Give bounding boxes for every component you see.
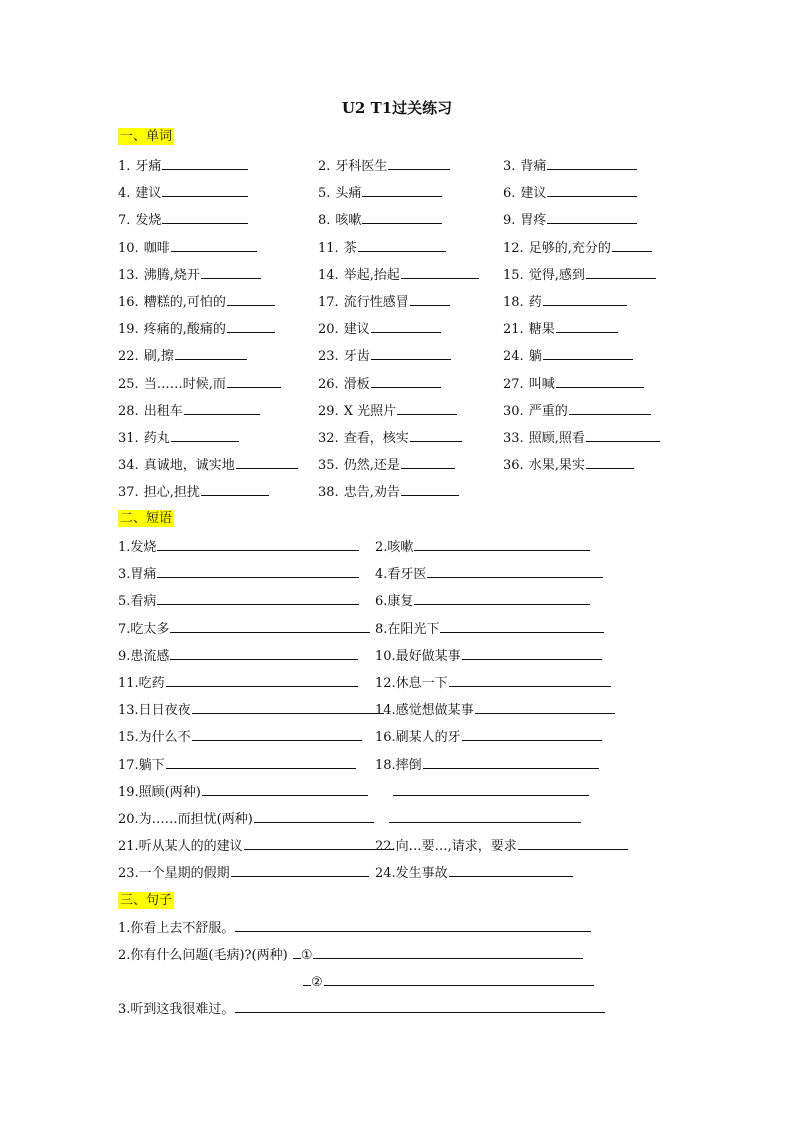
phrase-row	[0, 782, 794, 802]
word-item	[118, 346, 247, 366]
word-prompt: 糖果	[528, 322, 555, 338]
section-words-heading: 一、单词	[120, 129, 173, 144]
word-prompt: 照顾,照看	[528, 431, 585, 446]
sentence-row	[0, 972, 794, 992]
answer-blank[interactable]	[393, 782, 589, 796]
word-row	[0, 319, 794, 339]
word-item	[503, 346, 633, 366]
phrase-prompt: 18.摔倒	[375, 757, 422, 773]
answer-blank[interactable]	[235, 918, 591, 932]
word-row	[0, 428, 794, 448]
phrase-row	[0, 619, 794, 639]
item-number: 20.	[318, 322, 339, 338]
answer-blank[interactable]	[397, 401, 457, 415]
word-row	[0, 346, 794, 366]
phrase-prompt: 13.日日夜夜	[118, 703, 191, 719]
word-prompt: 牙科医生	[335, 159, 388, 174]
phrase-prompt: 15.为什么不	[118, 730, 191, 746]
word-item	[503, 455, 634, 475]
word-item	[118, 238, 257, 258]
phrase-prompt: 20.为……而担忧(两种)	[118, 812, 253, 827]
word-prompt: 牙痛	[135, 159, 162, 174]
item-number: 13.	[118, 267, 139, 283]
word-item	[318, 455, 455, 475]
sentence-row	[0, 999, 794, 1019]
section-phrases-heading: 二、短语	[120, 511, 173, 526]
word-item	[118, 374, 281, 394]
word-row	[0, 183, 794, 203]
word-row	[0, 482, 794, 502]
word-item	[118, 428, 239, 448]
word-item	[318, 292, 450, 312]
answer-blank[interactable]	[236, 455, 298, 469]
answer-blank[interactable]	[231, 863, 369, 877]
phrase-prompt: 23.一个星期的假期	[118, 866, 230, 882]
item-number: 22.	[118, 349, 139, 365]
sentence-prompt: 2.你有什么问题(毛病)?(两种)	[118, 948, 288, 963]
answer-blank[interactable]	[170, 646, 358, 660]
word-item	[318, 428, 462, 448]
word-item	[503, 156, 637, 176]
word-prompt: 滑板	[343, 376, 370, 392]
answer-blank[interactable]	[612, 238, 652, 252]
answer-blank[interactable]	[371, 319, 441, 333]
phrase-row	[0, 809, 794, 829]
item-number: 33.	[503, 431, 524, 446]
word-prompt: 查看，核实	[343, 431, 409, 446]
word-prompt: 药丸	[143, 431, 170, 446]
answer-blank[interactable]	[324, 972, 594, 986]
answer-blank[interactable]	[227, 374, 281, 388]
item-number: 21.	[503, 322, 524, 338]
word-item	[503, 428, 660, 448]
word-prompt: 茶	[343, 240, 357, 256]
phrase-row	[0, 591, 794, 611]
word-item	[318, 210, 442, 230]
answer-blank[interactable]	[556, 374, 644, 388]
phrase-prompt: 12.休息一下	[375, 676, 448, 691]
word-prompt: 觉得,感到	[528, 267, 585, 283]
phrase-prompt: 7.吃太多	[118, 621, 170, 637]
answer-blank[interactable]	[449, 673, 611, 687]
item-number: 4.	[118, 186, 131, 202]
item-number: 8.	[318, 213, 331, 229]
answer-blank[interactable]	[166, 755, 356, 769]
answer-blank[interactable]	[440, 619, 604, 633]
answer-blank[interactable]	[423, 755, 599, 769]
item-number: 36.	[503, 458, 524, 474]
answer-blank[interactable]	[157, 537, 359, 551]
phrase-row	[0, 673, 794, 693]
answer-blank[interactable]	[157, 564, 359, 578]
word-item	[503, 265, 656, 285]
word-prompt: 疼痛的,酸痛的	[143, 322, 226, 338]
phrase-item	[375, 700, 615, 720]
word-item	[503, 183, 637, 203]
phrase-item	[388, 809, 581, 829]
word-prompt: 足够的,充分的	[528, 240, 611, 256]
phrase-prompt: 16.刷某人的牙	[375, 730, 461, 746]
answer-blank[interactable]	[202, 782, 368, 796]
answer-blank[interactable]	[184, 401, 260, 415]
word-item	[318, 482, 459, 502]
answer-blank[interactable]	[388, 156, 450, 170]
word-item	[503, 401, 651, 421]
answer-blank[interactable]	[449, 863, 573, 877]
answer-marker: ①	[300, 948, 313, 963]
phrase-item	[118, 537, 359, 557]
sentence-prompt: 3.听到这我很难过。	[118, 1002, 235, 1017]
word-item	[318, 346, 451, 366]
phrase-item	[375, 673, 611, 693]
item-number: 31.	[118, 431, 139, 446]
word-prompt: 仍然,还是	[343, 458, 400, 474]
phrase-prompt: 8.在阳光下	[375, 621, 440, 637]
item-number: 6.	[503, 186, 516, 202]
answer-blank[interactable]	[371, 374, 441, 388]
word-row	[0, 265, 794, 285]
answer-blank[interactable]	[475, 700, 615, 714]
item-number: 30.	[503, 403, 524, 419]
phrase-prompt: 3.胃痛	[118, 567, 157, 583]
phrase-item	[375, 619, 604, 639]
word-item	[503, 374, 644, 394]
answer-blank[interactable]	[162, 210, 248, 224]
word-item	[318, 374, 441, 394]
item-number: 25.	[118, 376, 139, 392]
phrase-item	[118, 836, 394, 856]
sentence-row	[0, 918, 794, 938]
item-number: 34.	[118, 458, 139, 474]
word-item	[118, 319, 275, 339]
answer-blank[interactable]	[254, 809, 374, 823]
answer-blank[interactable]	[235, 999, 605, 1013]
phrase-item	[375, 863, 573, 883]
phrase-item	[375, 646, 602, 666]
answer-blank[interactable]	[201, 482, 269, 496]
phrase-prompt: 5.看病	[118, 594, 157, 610]
phrase-row	[0, 836, 794, 856]
answer-blank[interactable]	[518, 836, 628, 850]
phrase-item	[375, 755, 599, 775]
word-prompt: 刷,擦	[143, 349, 174, 365]
answer-blank[interactable]	[162, 183, 248, 197]
answer-blank[interactable]	[586, 455, 634, 469]
answer-blank[interactable]	[166, 673, 358, 687]
word-prompt: 牙齿	[343, 349, 370, 365]
phrase-item	[118, 755, 356, 775]
word-prompt: 流行性感冒	[343, 295, 409, 310]
answer-blank[interactable]	[157, 591, 359, 605]
item-number: 26.	[318, 376, 339, 392]
item-number: 14.	[318, 267, 339, 283]
answer-blank[interactable]	[171, 428, 239, 442]
phrase-item	[375, 591, 590, 611]
phrase-prompt: 6.康复	[375, 594, 414, 610]
word-prompt: 举起,抬起	[343, 267, 400, 283]
word-prompt: 叫喊	[528, 376, 555, 392]
word-prompt: 严重的	[528, 403, 568, 419]
phrase-prompt: 22.向…要…,请求，要求	[375, 839, 517, 855]
word-item	[318, 156, 450, 176]
word-prompt: 胃疼	[520, 213, 547, 229]
word-item	[118, 401, 260, 421]
phrase-item	[118, 782, 368, 802]
word-prompt: 当……时候,而	[143, 376, 226, 392]
phrase-item	[375, 537, 590, 557]
item-number: 38.	[318, 485, 339, 501]
word-row	[0, 292, 794, 312]
answer-blank[interactable]	[414, 591, 590, 605]
word-item	[318, 265, 479, 285]
phrase-prompt: 17.躺下	[118, 757, 165, 773]
word-row	[0, 455, 794, 475]
phrase-row	[0, 700, 794, 720]
answer-blank[interactable]	[227, 292, 275, 306]
word-item	[318, 238, 446, 258]
phrase-item	[118, 809, 374, 829]
answer-blank[interactable]	[175, 346, 247, 360]
word-item	[118, 455, 298, 475]
phrase-item	[375, 836, 628, 856]
answer-blank[interactable]	[362, 210, 442, 224]
answer-blank[interactable]	[414, 537, 590, 551]
answer-blank[interactable]	[543, 346, 633, 360]
phrase-item	[118, 700, 384, 720]
item-number: 10.	[118, 240, 139, 256]
word-prompt: 建议	[343, 322, 370, 338]
word-row	[0, 401, 794, 421]
word-item	[503, 238, 652, 258]
answer-blank[interactable]	[543, 292, 627, 306]
word-item	[318, 183, 442, 203]
item-number: 24.	[503, 349, 524, 365]
item-number: 16.	[118, 295, 139, 310]
word-prompt: 咖啡	[143, 240, 170, 256]
item-number: 12.	[503, 240, 524, 256]
word-item	[118, 156, 248, 176]
answer-blank[interactable]	[401, 455, 455, 469]
item-number: 32.	[318, 431, 339, 446]
answer-blank[interactable]	[410, 292, 450, 306]
answer-blank[interactable]	[201, 265, 261, 279]
word-prompt: 建议	[520, 186, 547, 202]
phrase-item	[118, 619, 370, 639]
item-number: 35.	[318, 458, 339, 474]
word-prompt: X 光照片	[343, 403, 397, 419]
word-prompt: 沸腾,烧开	[143, 267, 200, 283]
phrase-item	[118, 863, 369, 883]
phrase-prompt: 24.发生事故	[375, 866, 448, 882]
phrase-item	[118, 564, 359, 584]
answer-blank[interactable]	[171, 238, 257, 252]
word-prompt: 药	[528, 295, 542, 310]
item-number: 2.	[318, 159, 331, 174]
item-number: 29.	[318, 403, 339, 419]
answer-blank[interactable]	[556, 319, 618, 333]
answer-blank[interactable]	[410, 428, 462, 442]
answer-blank[interactable]	[462, 646, 602, 660]
item-number: 19.	[118, 322, 139, 338]
phrase-row	[0, 755, 794, 775]
phrase-prompt: 2.咳嗽	[375, 540, 414, 555]
item-number: 5.	[318, 186, 331, 202]
item-number: 7.	[118, 213, 131, 229]
phrase-prompt: 9.患流感	[118, 648, 170, 664]
answer-blank[interactable]	[547, 183, 637, 197]
item-number: 1.	[118, 159, 131, 174]
word-item	[318, 401, 457, 421]
phrase-row	[0, 727, 794, 747]
phrase-item	[118, 673, 358, 693]
item-number: 28.	[118, 403, 139, 419]
item-number: 15.	[503, 267, 524, 283]
answer-blank[interactable]	[358, 238, 446, 252]
item-number: 17.	[318, 295, 339, 310]
word-prompt: 建议	[135, 186, 162, 202]
word-prompt: 糟糕的,可怕的	[143, 295, 226, 310]
word-prompt: 发烧	[135, 213, 162, 229]
answer-blank[interactable]	[371, 346, 451, 360]
answer-blank[interactable]	[569, 401, 651, 415]
word-item	[118, 482, 269, 502]
word-row	[0, 210, 794, 230]
phrase-item	[118, 591, 359, 611]
phrase-prompt: 10.最好做某事	[375, 648, 461, 664]
word-prompt: 出租车	[143, 403, 183, 419]
phrase-row	[0, 646, 794, 666]
phrase-prompt: 1.发烧	[118, 540, 157, 555]
phrase-prompt: 11.吃药	[118, 676, 165, 691]
word-prompt: 忠告,劝告	[343, 485, 400, 501]
section-sentences-heading: 三、句子	[120, 893, 173, 908]
word-item	[503, 210, 637, 230]
word-row	[0, 374, 794, 394]
word-row	[0, 156, 794, 176]
word-item	[118, 210, 248, 230]
word-item	[503, 292, 627, 312]
item-number: 3.	[503, 159, 516, 174]
item-number: 37.	[118, 485, 139, 501]
word-item	[503, 319, 618, 339]
word-prompt: 水果,果实	[528, 458, 585, 474]
answer-blank[interactable]	[547, 156, 637, 170]
answer-blank[interactable]	[293, 945, 301, 959]
word-prompt: 躺	[528, 349, 542, 365]
word-prompt: 咳嗽	[335, 213, 362, 229]
phrase-item	[375, 727, 602, 747]
phrase-prompt: 4.看牙医	[375, 567, 427, 583]
answer-blank[interactable]	[170, 619, 370, 633]
phrase-row	[0, 863, 794, 883]
answer-blank[interactable]	[362, 183, 442, 197]
sentence-row	[0, 945, 794, 965]
answer-blank[interactable]	[586, 428, 660, 442]
item-number: 23.	[318, 349, 339, 365]
word-item	[118, 183, 248, 203]
item-number: 18.	[503, 295, 524, 310]
phrase-item	[118, 646, 358, 666]
item-number: 27.	[503, 376, 524, 392]
answer-blank[interactable]	[192, 727, 362, 741]
phrase-item	[375, 564, 603, 584]
word-prompt: 真诚地，诚实地	[143, 458, 235, 474]
answer-blank[interactable]	[427, 564, 603, 578]
answer-blank[interactable]	[389, 809, 581, 823]
word-item	[118, 265, 261, 285]
phrase-prompt: 19.照顾(两种)	[118, 784, 201, 800]
word-row	[0, 238, 794, 258]
phrase-item	[392, 782, 589, 802]
answer-blank[interactable]	[401, 482, 459, 496]
answer-blank[interactable]	[192, 700, 384, 714]
answer-blank[interactable]	[303, 972, 311, 986]
answer-blank[interactable]	[313, 945, 583, 959]
word-item	[318, 319, 441, 339]
item-number: 9.	[503, 213, 516, 229]
phrase-item	[118, 727, 362, 747]
phrase-row	[0, 537, 794, 557]
answer-marker: ②	[311, 975, 323, 990]
word-prompt: 头痛	[335, 186, 362, 202]
word-prompt: 背痛	[520, 159, 547, 174]
page-title: U2 T1过关练习	[341, 99, 453, 117]
answer-blank[interactable]	[227, 319, 275, 333]
answer-blank[interactable]	[462, 727, 602, 741]
word-prompt: 担心,担扰	[143, 485, 200, 501]
answer-blank[interactable]	[547, 210, 637, 224]
phrase-prompt: 21.听从某人的的建议	[118, 839, 243, 855]
item-number: 11.	[318, 240, 339, 256]
answer-blank[interactable]	[401, 265, 479, 279]
phrase-row	[0, 564, 794, 584]
sentence-prompt: 1.你看上去不舒服。	[118, 921, 235, 936]
answer-blank[interactable]	[586, 265, 656, 279]
answer-blank[interactable]	[244, 836, 394, 850]
answer-blank[interactable]	[162, 156, 248, 170]
phrase-prompt: 14.感觉想做某事	[375, 703, 474, 719]
word-item	[118, 292, 275, 312]
